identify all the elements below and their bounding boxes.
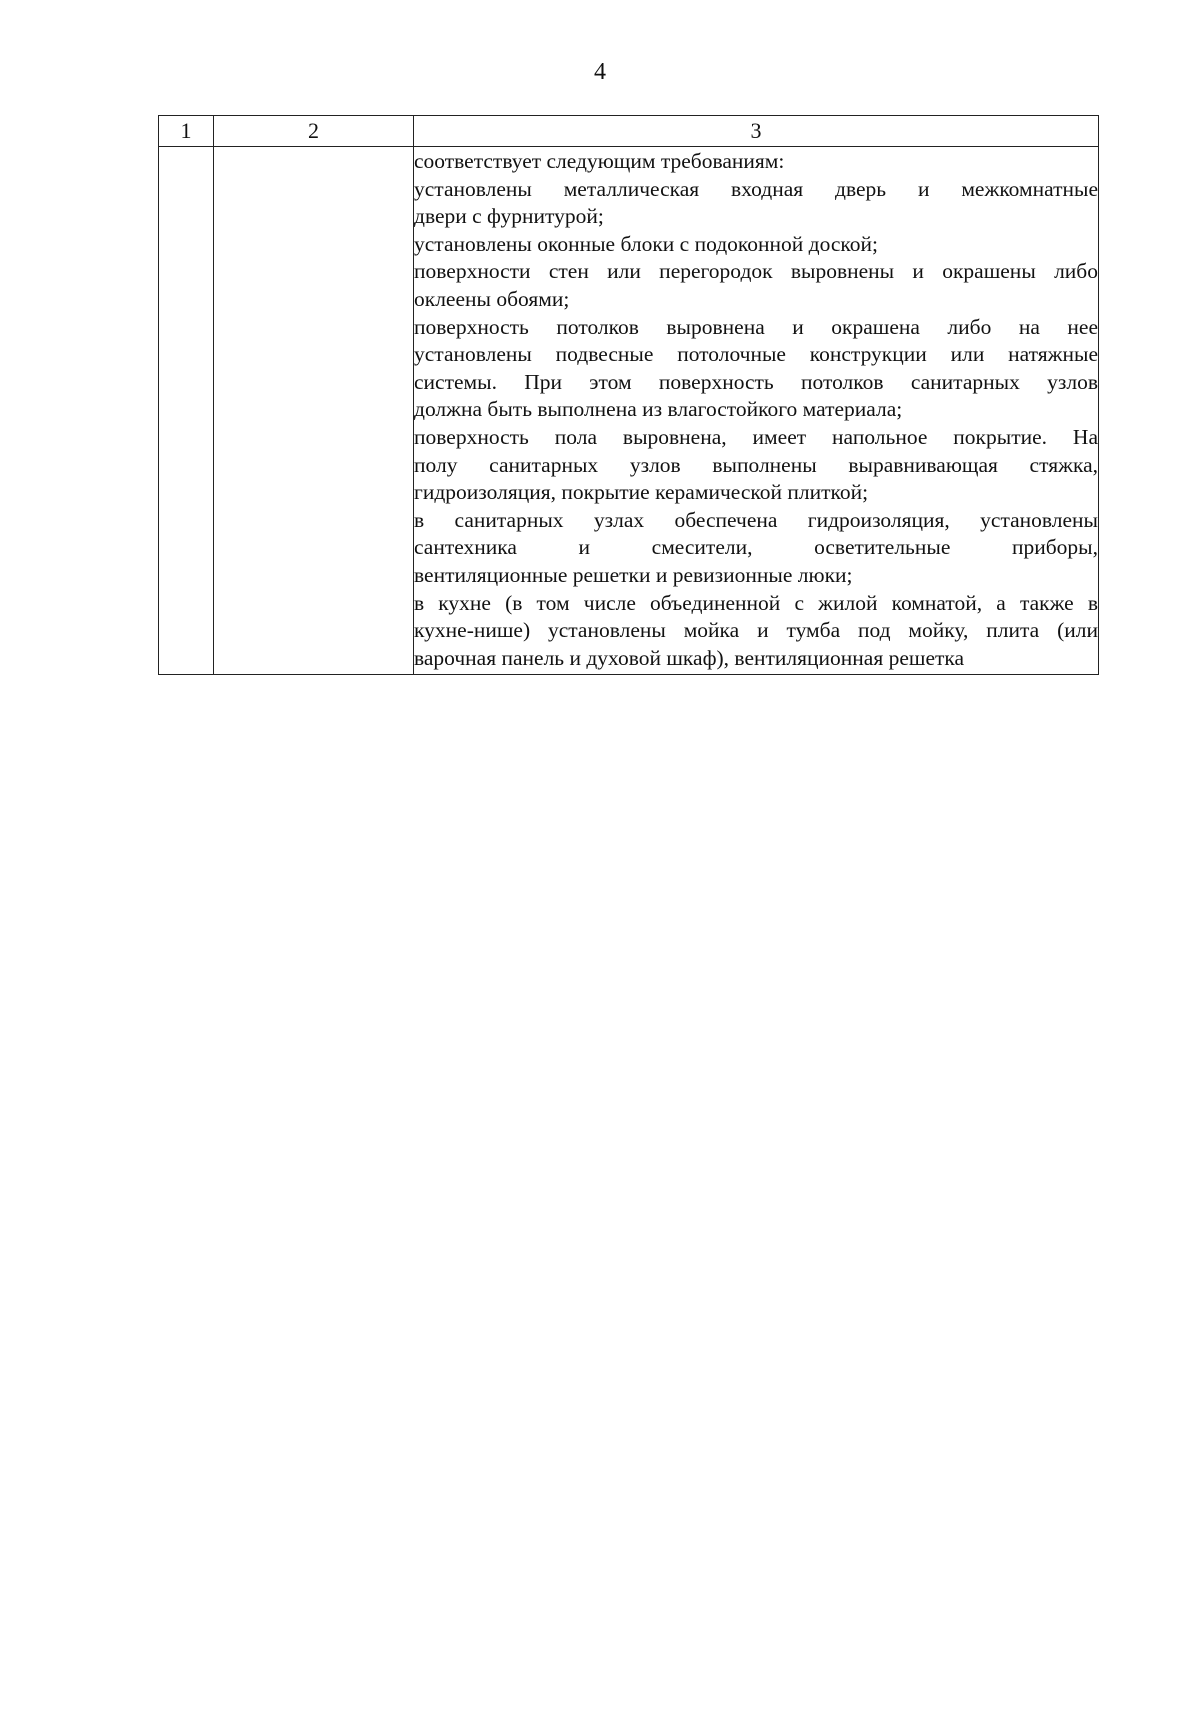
table-row bbox=[159, 147, 1099, 675]
text-line: в санитарных узлах обеспечена гидроизоляция, установлены bbox=[414, 507, 1098, 532]
text-line: оклеены обоями; bbox=[414, 286, 570, 311]
text-line: установлены подвесные потолочные конструкции или натяжные bbox=[414, 342, 1098, 367]
text-line: поверхности стен или перегородок выровнены и окрашены либо bbox=[414, 259, 1098, 284]
text-line: гидроизоляция, покрытие керамической плиткой; bbox=[414, 480, 869, 505]
text-line: соответствует следующим требованиям: bbox=[414, 149, 785, 173]
text-line: поверхность пола выровнена, имеет напольное покрытие. На bbox=[414, 424, 1098, 449]
cell-col-2 bbox=[214, 147, 414, 675]
text-line: сантехника и смесители, осветительные приборы, bbox=[414, 535, 1098, 560]
table-header-row bbox=[159, 116, 1099, 147]
text-line: поверхность потолков выровнена и окрашена либо на нее bbox=[414, 314, 1098, 339]
requirements-table bbox=[158, 115, 1099, 675]
header-col-3: 3 bbox=[414, 116, 1099, 147]
text-line: варочная панель и духовой шкаф), вентиляционная решетка bbox=[414, 645, 965, 670]
text-line: вентиляционные решетки и ревизионные люки; bbox=[414, 562, 853, 587]
text-line: системы. При этом поверхность потолков санитарных узлов bbox=[414, 369, 1098, 394]
text-line: должна быть выполнена из влагостойкого материала; bbox=[414, 397, 903, 422]
text-line: кухне-нише) установлены мойка и тумба под мойку, плита (или bbox=[414, 618, 1098, 643]
text-line: установлены металлическая входная дверь и межкомнатные bbox=[414, 176, 1098, 201]
text-line: двери с фурнитурой; bbox=[414, 204, 604, 229]
text-line: установлены оконные блоки с подоконной доской; bbox=[414, 231, 878, 256]
text-line: полу санитарных узлов выполнены выравнивающая стяжка, bbox=[414, 452, 1098, 477]
cell-col-3 bbox=[414, 147, 1099, 675]
header-col-2: 2 bbox=[214, 116, 414, 147]
header-col-1: 1 bbox=[159, 116, 214, 147]
requirements-text bbox=[414, 147, 1098, 674]
page-number: 4 bbox=[594, 59, 606, 85]
cell-col-1 bbox=[159, 147, 214, 675]
text-line: в кухне (в том числе объединенной с жилой комнатой, а также в bbox=[414, 590, 1098, 615]
